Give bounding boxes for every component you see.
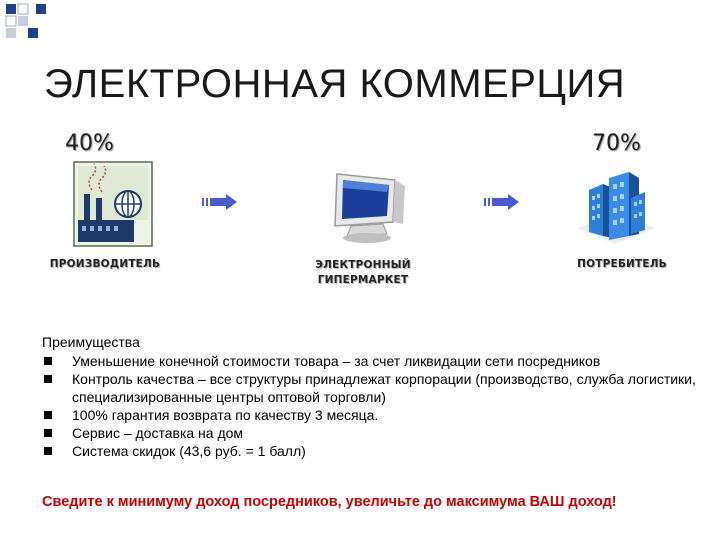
bullet-icon	[44, 447, 52, 455]
page-title: ЭЛЕКТРОННАЯ КОММЕРЦИЯ	[44, 62, 626, 106]
list-item: Уменьшение конечной стоимости товара – за счет ликвидации сети посредников	[42, 352, 702, 370]
label-hypermarket: ЭЛЕКТРОННЫЙ ГИПЕРМАРКЕТ	[315, 259, 411, 286]
office-building-icon	[573, 170, 659, 250]
list-item: Сервис – доставка на дом	[42, 424, 702, 442]
decorative-squares	[0, 0, 60, 50]
factory-globe-icon	[72, 160, 154, 248]
arrow-right-icon	[484, 193, 520, 211]
bullet-icon	[44, 411, 52, 419]
slogan: Сведите к минимуму доход посредников, увеличьте до максимума ВАШ доход!	[42, 494, 617, 510]
list-item: Система скидок (43,6 руб. = 1 балл)	[42, 442, 702, 460]
advantages-heading: Преимущества	[42, 334, 140, 350]
bullet-icon	[44, 375, 52, 383]
computer-monitor-icon	[323, 170, 409, 246]
advantages-list	[42, 352, 702, 460]
label-producer: ПРОИЗВОДИТЕЛЬ	[49, 258, 161, 270]
bullet-icon	[44, 429, 52, 437]
percent-left: 40%	[65, 131, 114, 156]
list-item: 100% гарантия возврата по качеству 3 месяца.	[42, 406, 702, 424]
label-consumer: ПОТРЕБИТЕЛЬ	[577, 258, 667, 270]
percent-right: 70%	[592, 131, 641, 156]
list-item: Контроль качества – все структуры принадлежат корпорации (производство, служба логистики, специализированные центры оптовой торговли)	[42, 370, 702, 406]
arrow-right-icon	[202, 193, 238, 211]
bullet-icon	[44, 357, 52, 365]
